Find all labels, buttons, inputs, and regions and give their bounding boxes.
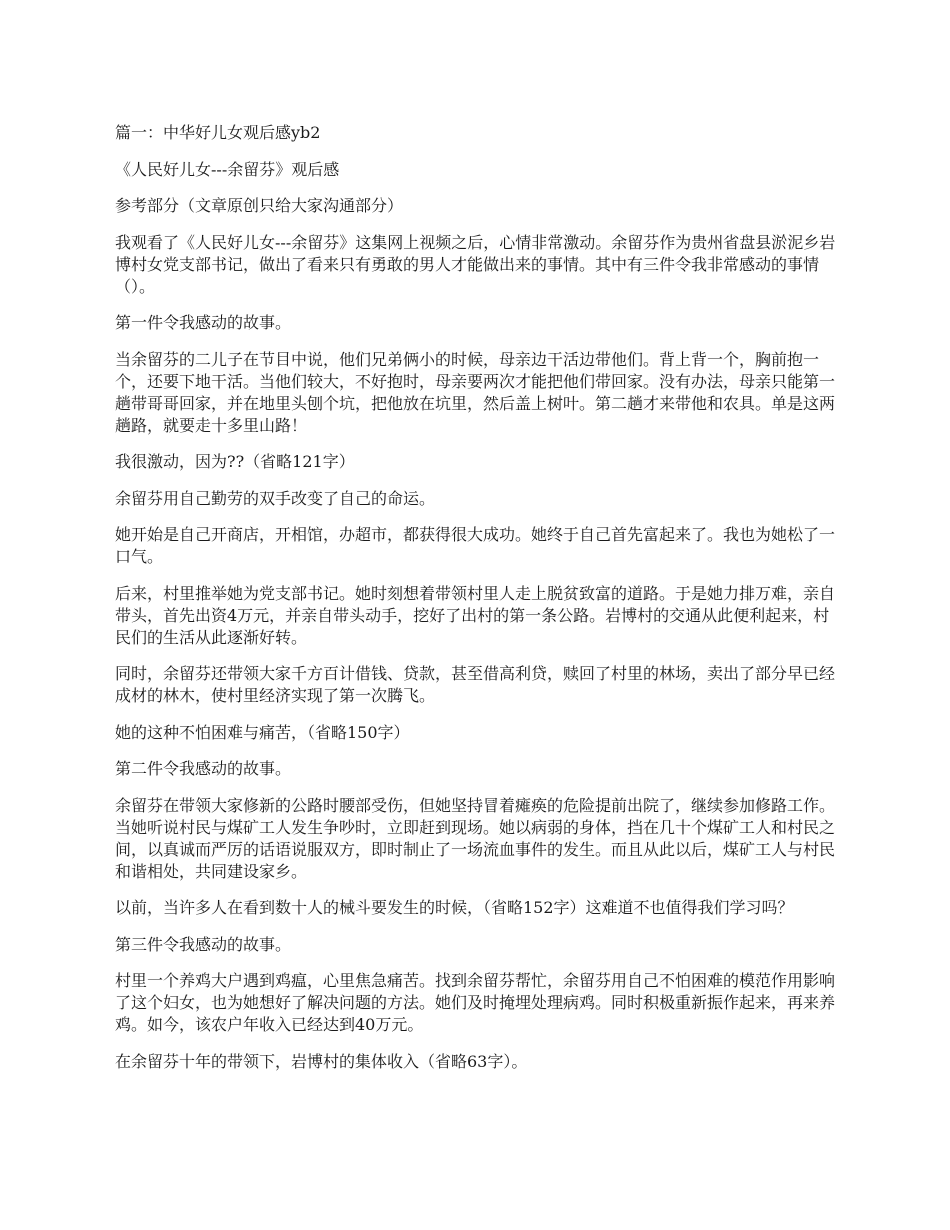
- article-heading: 篇一：中华好儿女观后感yb2: [115, 123, 321, 142]
- intro-paragraph: 我观看了《人民好儿女---余留芬》这集网上视频之后，心情非常激动。余留芬作为贵州省盘县淤泥乡岩博村女党支部书记，做出了看来只有勇敢的男人才能做出来的事情。其中有三件令我非常感动的事情（）。: [115, 232, 836, 296]
- body-paragraph: 余留芬用自己勤劳的双手改变了自己的命运。: [115, 488, 436, 508]
- reference-note: 参考部分（文章原创只给大家沟通部分）: [115, 196, 404, 215]
- body-paragraph: 她的这种不怕困难与痛苦，（省略150字）: [115, 722, 410, 742]
- body-paragraph: 她开始是自己开商店，开相馆，办超市，都获得很大成功。她终于自己首先富起来了。我也为她松了一口气。: [115, 525, 836, 566]
- closing-paragraph: 在余留芬十年的带领下，岩博村的集体收入（省略63字）。: [115, 1051, 528, 1071]
- body-paragraph: 余留芬在带领大家修新的公路时腰部受伤，但她坚持冒着瘫痪的危险提前出院了，继续参加修路工作。当她听说村民与煤矿工人发生争吵时，立即赶到现场。她以病弱的身体，挡在几十个煤矿工人和村民之间，以真诚而严厉的话语说服双方，即时制止了一场流血事件的发生。而且从此以后，煤矿工人与村民和谐相处，共同建设家乡。: [115, 795, 836, 881]
- section-heading-second: 第二件令我感动的故事。: [115, 759, 292, 778]
- section-heading-third: 第三件令我感动的故事。: [115, 934, 292, 954]
- body-paragraph: 村里一个养鸡大户遇到鸡瘟，心里焦急痛苦。找到余留芬帮忙，余留芬用自己不怕困难的模范作用影响了这个妇女，也为她想好了解决问题的方法。她们及时掩埋处理病鸡。同时积极重新振作起来，再来养鸡。如今，该农户年收入已经达到40万元。: [115, 971, 836, 1034]
- body-paragraph: 以前，当许多人在看到数十人的械斗要发生的时候，（省略152字）这难道不也值得我们学习吗？: [115, 898, 794, 917]
- section-heading-first: 第一件令我感动的故事。: [115, 313, 292, 332]
- body-paragraph: 当余留芬的二儿子在节目中说，他们兄弟俩小的时候，母亲边干活边带他们。背上背一个，胸前抱一个，还要下地干活。当他们较大，不好抱时，母亲要两次才能把他们带回家。没有办法，母亲只能第一趟带哥哥回家，并在地里头刨个坑，把他放在坑里，然后盖上树叶。第二趟才来带他和农具。单是这两趟路，就要走十多里山路！: [115, 349, 836, 435]
- body-paragraph: 我很激动，因为??（省略121字）: [115, 452, 355, 471]
- document-body: [115, 122, 840, 1087]
- article-title: 《人民好儿女---余留芬》观后感: [115, 159, 340, 179]
- body-paragraph: 后来，村里推举她为党支部书记。她时刻想着带领村里人走上脱贫致富的道路。于是她力排万难，亲自带头，首先出资4万元，并亲自带头动手，挖好了出村的第一条公路。岩博村的交通从此便利起来，村民们的生活从此逐渐好转。: [115, 583, 836, 647]
- body-paragraph: 同时，余留芬还带领大家千方百计借钱、贷款，甚至借高利贷，赎回了村里的林场，卖出了部分早已经成材的林木，使村里经济实现了第一次腾飞。: [115, 664, 836, 705]
